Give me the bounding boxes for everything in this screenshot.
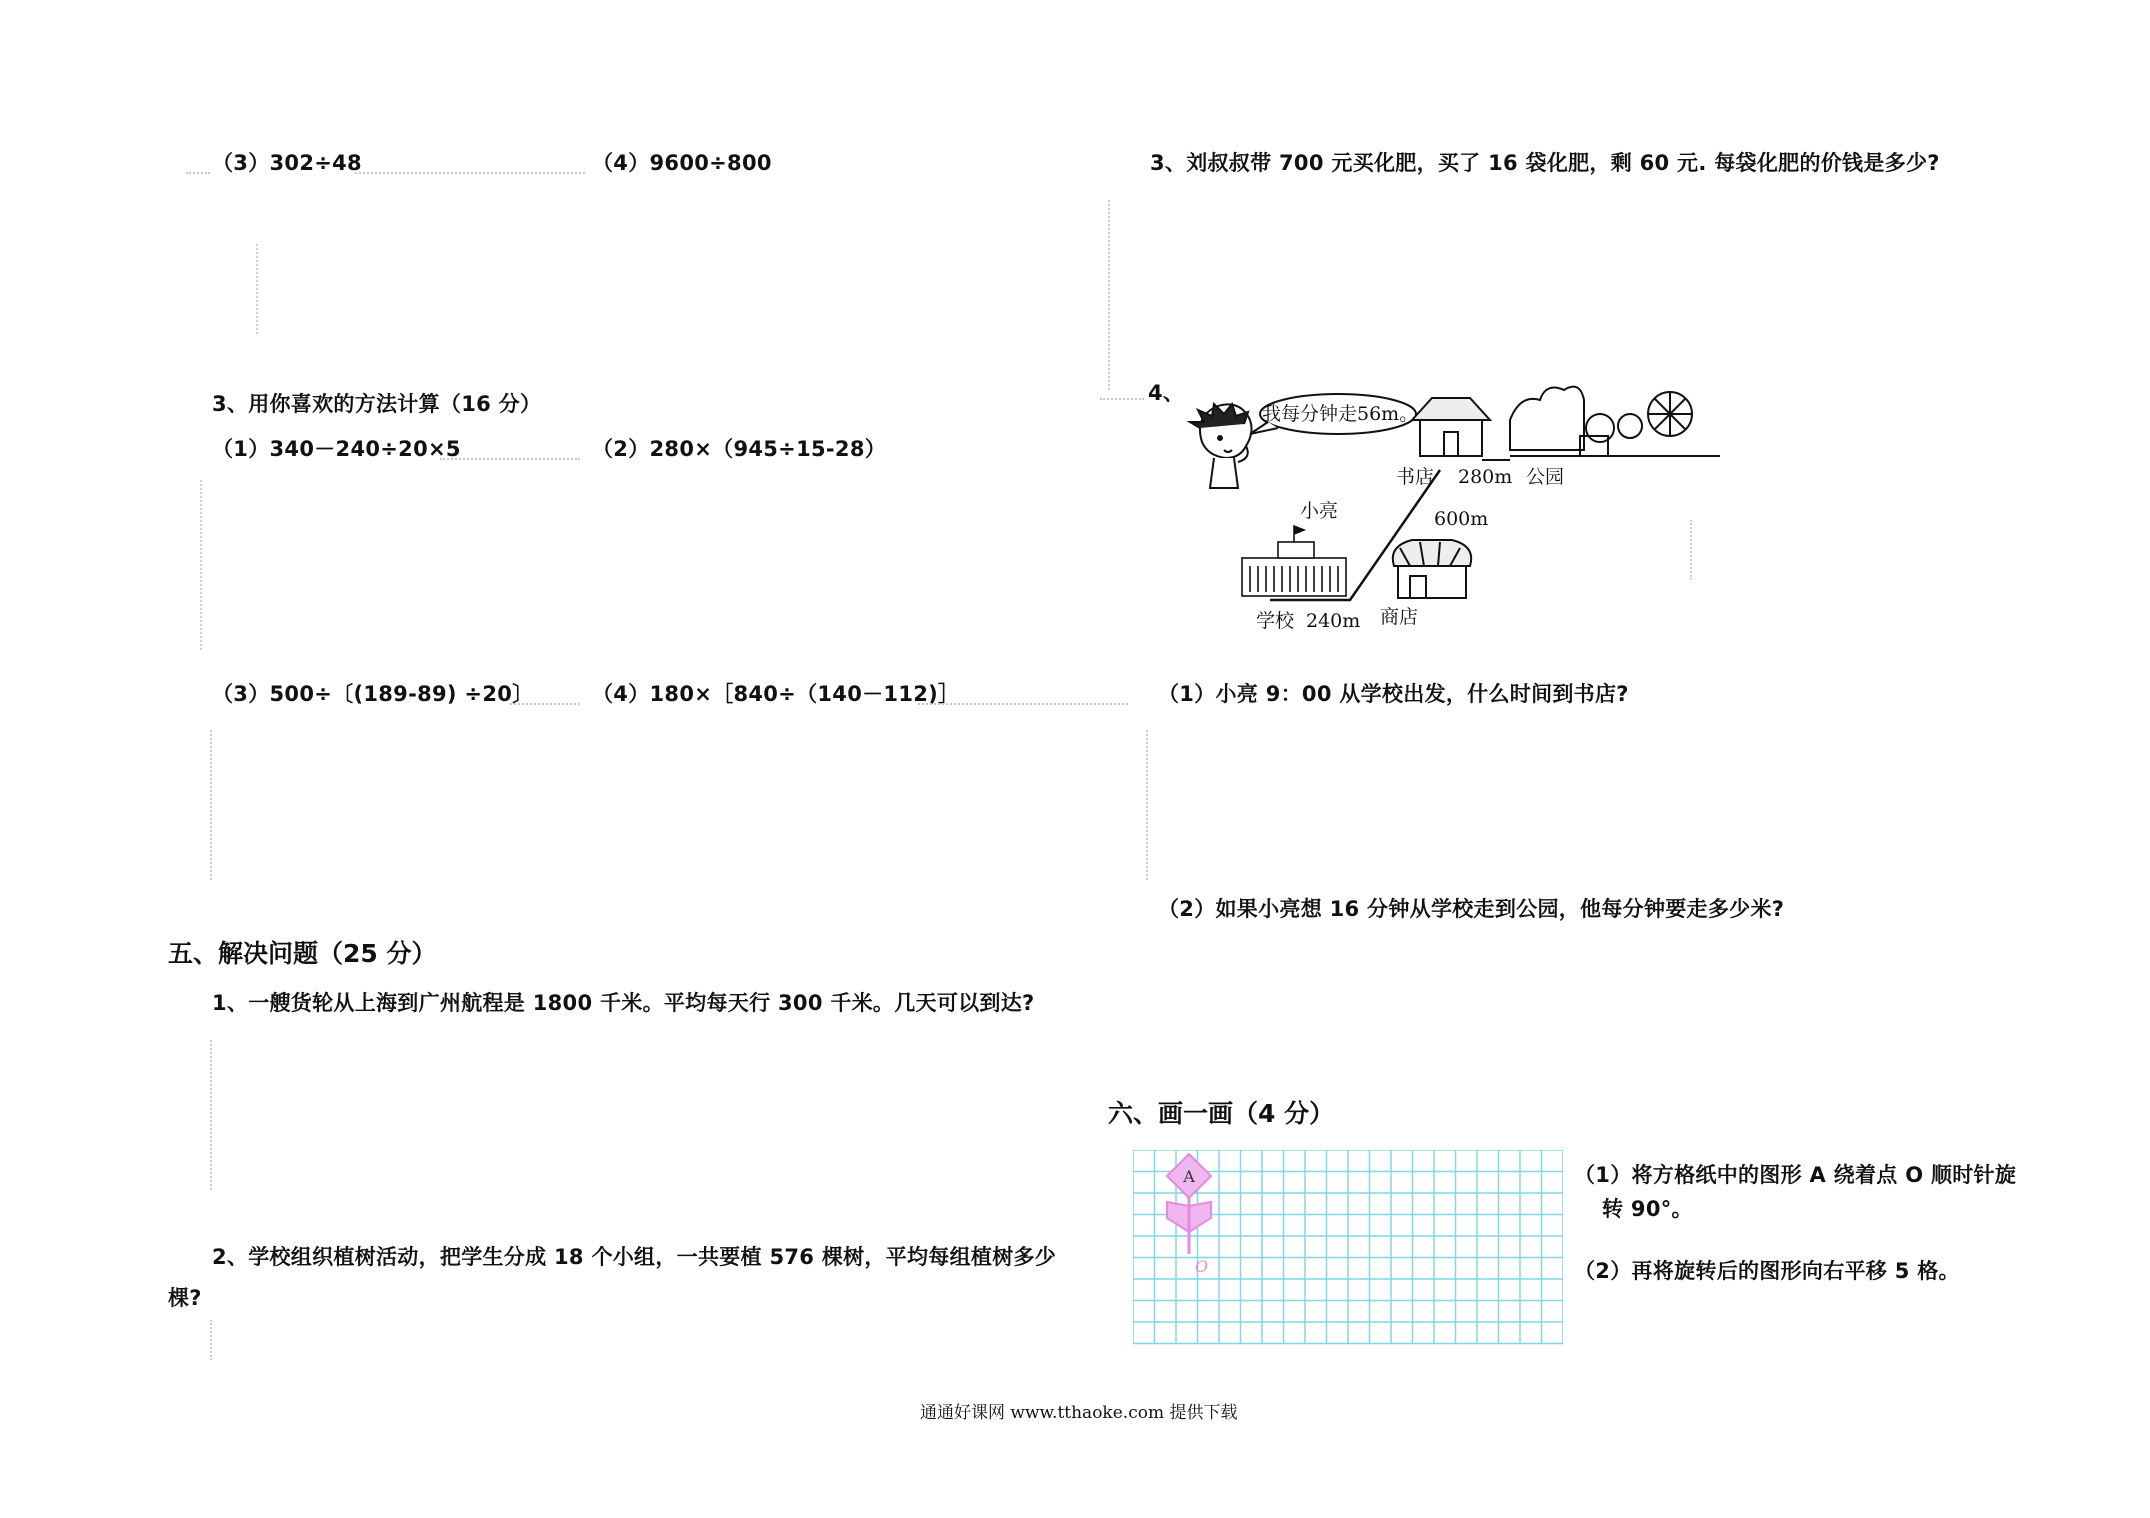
school-label: 学校 [1256, 610, 1295, 632]
bookstore-label: 书店 [1396, 466, 1435, 488]
school-icon [1242, 526, 1346, 596]
q3-title: 3、用你喜欢的方法计算（16 分） [212, 392, 542, 416]
shop-icon [1393, 540, 1471, 598]
park-icon [1510, 387, 1720, 456]
shop-label: 商店 [1380, 606, 1419, 628]
q2-3: （3）302÷48 [212, 151, 362, 175]
grid-label-a: A [1183, 1167, 1195, 1186]
bookstore-icon [1412, 398, 1490, 456]
problem-4-q2: （2）如果小亮想 16 分钟从学校走到公园，他每分钟要走多少米? [1158, 897, 1785, 921]
q3-4: （4）180×［840÷（140－112)］ [592, 682, 960, 706]
q2-4: （4）9600÷800 [592, 151, 772, 175]
drawing-grid [1133, 1150, 1563, 1346]
boy-figure [1190, 404, 1252, 488]
section6-title: 六、画一画（4 分） [1108, 1099, 1335, 1128]
q3-3: （3）500÷〔(189-89) ÷20〕 [212, 682, 534, 706]
q3-1: （1）340－240÷20×5 [212, 437, 461, 461]
speech-text: 我每分钟走56m。 [1262, 403, 1419, 425]
problem-2-line2: 棵? [168, 1286, 202, 1310]
problem-2-line1: 2、学校组织植树活动，把学生分成 18 个小组，一共要植 576 棵树，平均每组植树多少 [212, 1245, 1057, 1269]
problem-3: 3、刘叔叔带 700 元买化肥，买了 16 袋化肥，剩 60 元. 每袋化肥的价钱是多少? [1150, 151, 1940, 175]
route-map-illustration [1180, 370, 1720, 640]
draw-q1-line2: 转 90°。 [1602, 1197, 1693, 1221]
distance-600: 600m [1434, 508, 1489, 530]
problem-4-q1: （1）小亮 9：00 从学校出发，什么时间到书店? [1158, 682, 1629, 706]
draw-q2: （2）再将旋转后的图形向右平移 5 格。 [1574, 1259, 1960, 1283]
q3-2: （2）280×（945÷15-28） [592, 437, 887, 461]
draw-q1-line1: （1）将方格纸中的图形 A 绕着点 O 顺时针旋 [1574, 1163, 2017, 1187]
park-label: 公园 [1526, 466, 1565, 488]
problem-4-num: 4、 [1148, 381, 1185, 405]
footer-credit: 通通好课网 www.tthaoke.com 提供下载 [920, 1403, 1238, 1423]
section5-title: 五、解决问题（25 分） [168, 939, 437, 968]
problem-1: 1、一艘货轮从上海到广州航程是 1800 千米。平均每天行 300 千米。几天可以到达? [212, 991, 1035, 1015]
xiaoliang-label: 小亮 [1300, 500, 1339, 522]
distance-240: 240m [1306, 610, 1361, 632]
distance-280: 280m [1458, 466, 1513, 488]
grid-label-o: O [1195, 1257, 1209, 1276]
